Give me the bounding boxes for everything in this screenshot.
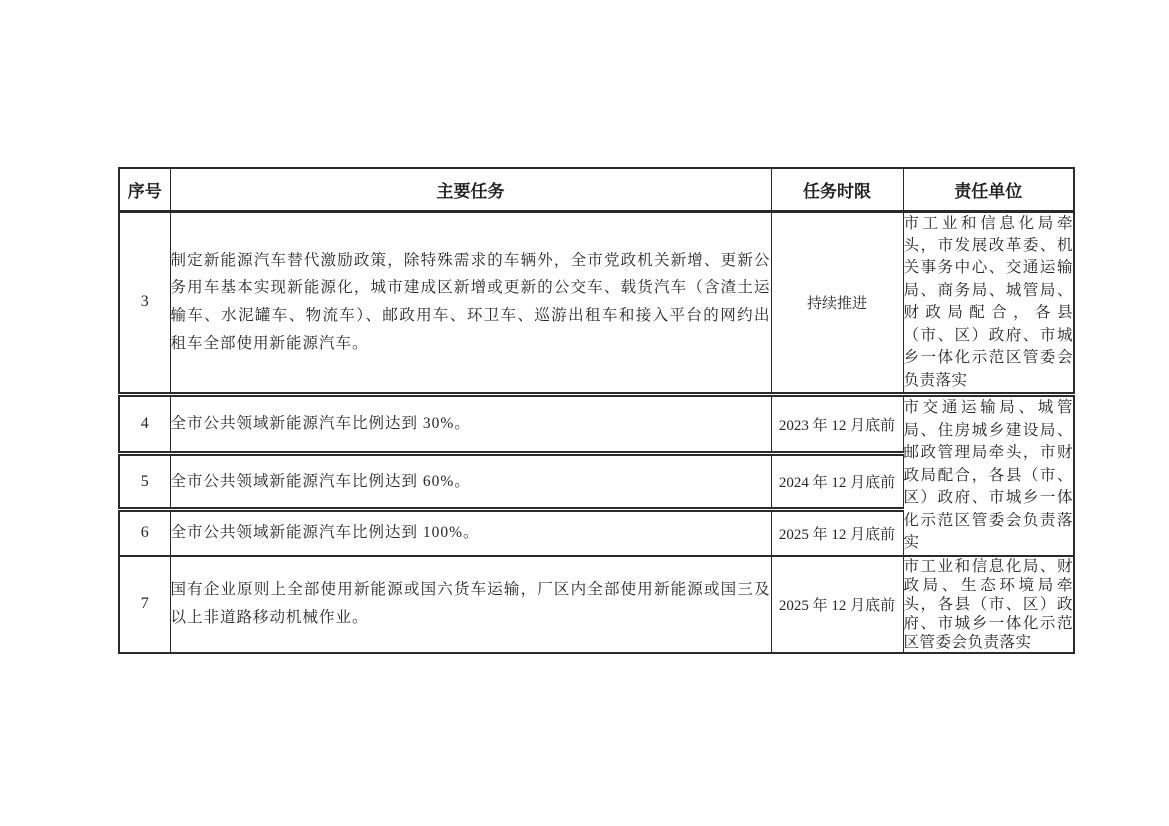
row-no-cell: 7 [119, 556, 170, 653]
task-cell: 全市公共领域新能源汽车比例达到 30%。 [170, 395, 771, 454]
task-cell: 国有企业原则上全部使用新能源或国六货车运输，厂区内全部使用新能源或国三及以上非道路移动机械作业。 [170, 556, 771, 653]
row-no-cell: 6 [119, 509, 170, 555]
row-no-cell: 4 [119, 395, 170, 454]
unit-cell: 市工业和信息化局牵头，市发展改革委、机关事务中心、交通运输局、商务局、城管局、财政局配合，各县（市、区）政府、市城乡一体化示范区管委会负责落实 [903, 211, 1074, 395]
task-cell: 全市公共领域新能源汽车比例达到 60%。 [170, 454, 771, 510]
task-cell: 制定新能源汽车替代激励政策，除特殊需求的车辆外，全市党政机关新增、更新公务用车基本实现新能源化，城市建成区新增或更新的公交车、载货汽车（含渣土运输车、水泥罐车、物流车）、邮政用车、环卫车、巡游出租车和接入平台的网约出租车全部使用新能源汽车。 [170, 211, 771, 395]
deadline-cell: 2023 年 12 月底前 [771, 395, 903, 454]
deadline-cell: 2024 年 12 月底前 [771, 454, 903, 510]
deadline-cell: 2025 年 12 月底前 [771, 556, 903, 653]
deadline-cell: 持续推进 [771, 211, 903, 395]
unit-cell: 市工业和信息化局、财政局、生态环境局牵头，各县（市、区）政府、市城乡一体化示范区管委会负责落实 [903, 556, 1074, 653]
task-cell: 全市公共领域新能源汽车比例达到 100%。 [170, 509, 771, 555]
table-row-7 [119, 556, 1074, 653]
col-header-deadline: 任务时限 [771, 168, 903, 211]
deadline-cell: 2025 年 12 月底前 [771, 509, 903, 555]
unit-cell-merged: 市交通运输局、城管局、住房城乡建设局、邮政管理局牵头，市财政局配合，各县（市、区）政府、市城乡一体化示范区管委会负责落实 [903, 395, 1074, 556]
row-no-cell: 3 [119, 211, 170, 395]
table-row-3 [119, 211, 1074, 395]
task-table [118, 167, 1075, 654]
col-header-no: 序号 [119, 168, 170, 211]
table-row-4 [119, 395, 1074, 454]
col-header-unit: 责任单位 [903, 168, 1074, 211]
header-row [119, 168, 1074, 211]
row-no-cell: 5 [119, 454, 170, 510]
col-header-task: 主要任务 [170, 168, 771, 211]
